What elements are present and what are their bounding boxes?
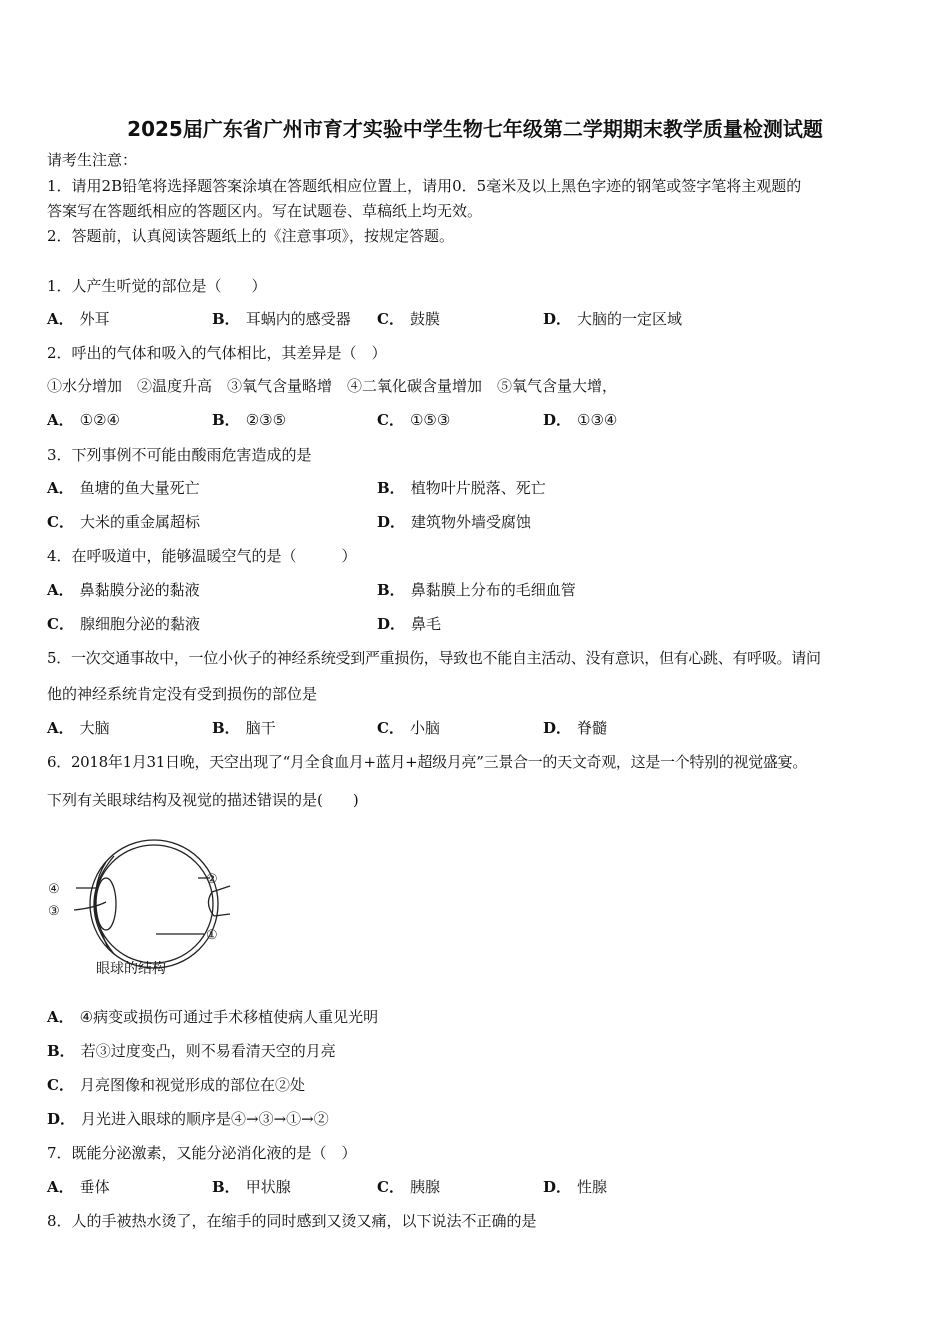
option-b: B． 甲状腺 — [212, 1178, 291, 1196]
option-d: D． 大脑的一定区域 — [543, 310, 683, 328]
option-c: C． 胰腺 — [377, 1178, 440, 1196]
notice-line: 1．请用2B铅笔将选择题答案涂填在答题纸相应位置上，请用0．5毫米及以上黑色字迹的钢笔或签字笔将主观题的 — [47, 177, 802, 195]
option-b: B． 若③过度变凸，则不易看清天空的月亮 — [47, 1042, 336, 1060]
option-c: C． 小脑 — [377, 719, 440, 737]
option-a: A． 外耳 — [47, 310, 110, 328]
label-3: ③ — [48, 904, 60, 919]
option-a: A． 垂体 — [47, 1178, 110, 1196]
option-d: D． ①③④ — [543, 411, 618, 429]
question-stem: 3．下列事例不可能由酸雨危害造成的是 — [47, 446, 312, 464]
option-a: A． ④病变或损伤可通过手术移植使病人重见光明 — [47, 1008, 379, 1026]
option-b: B． ②③⑤ — [212, 411, 287, 429]
option-d: D． 建筑物外墙受腐蚀 — [377, 513, 532, 531]
question-stem-cont: 他的神经系统肯定没有受到损伤的部位是 — [47, 685, 318, 703]
option-d: D． 鼻毛 — [377, 615, 442, 633]
option-b: B． 脑干 — [212, 719, 276, 737]
option-d: D． 性腺 — [543, 1178, 608, 1196]
option-d: D． 月光进入眼球的顺序是④→③→①→② — [47, 1110, 329, 1128]
option-a: A． 鼻黏膜分泌的黏液 — [47, 581, 200, 599]
eyeball-diagram — [44, 826, 234, 978]
label-4: ④ — [48, 882, 60, 897]
question-items: ①水分增加 ②温度升高 ③氧气含量略增 ④二氧化碳含量增加 ⑤氧气含量大增， — [47, 377, 618, 395]
question-stem: 2．呼出的气体和吸入的气体相比，其差异是（ ） — [47, 344, 387, 362]
figure-caption: 眼球的结构 — [96, 961, 166, 977]
notice-line: 2．答题前，认真阅读答题纸上的《注意事项》，按规定答题。 — [47, 227, 455, 245]
option-b: B． 鼻黏膜上分布的毛细血管 — [377, 581, 576, 599]
option-b: B． 耳蜗内的感受器 — [212, 310, 351, 328]
question-stem: 4．在呼吸道中，能够温暖空气的是（ ） — [47, 547, 357, 565]
notice-line: 答案写在答题纸相应的答题区内。写在试题卷、草稿纸上均无效。 — [47, 202, 483, 220]
label-1: ① — [206, 928, 218, 943]
question-stem-cont: 下列有关眼球结构及视觉的描述错误的是( ) — [47, 791, 359, 809]
option-a: A． 大脑 — [47, 719, 110, 737]
notice-heading: 请考生注意： — [47, 151, 138, 169]
option-c: C． 鼓膜 — [377, 310, 440, 328]
question-stem: 8．人的手被热水烫了，在缩手的同时感到又烫又痛，以下说法不正确的是 — [47, 1212, 537, 1230]
question-stem: 7．既能分泌激素，又能分泌消化液的是（ ） — [47, 1144, 357, 1162]
question-stem: 6．2018年1月31日晚，天空出现了“月全食血月+蓝月+超级月亮”三景合一的天文奇观，这是一个特别的视觉盛宴。 — [47, 753, 808, 771]
question-stem: 5．一次交通事故中，一位小伙子的神经系统受到严重损伤，导致也不能自主活动、没有意识，但有心跳、有呼吸。请问 — [47, 649, 821, 667]
option-c: C． 大米的重金属超标 — [47, 513, 200, 531]
option-a: A． ①②④ — [47, 411, 120, 429]
option-b: B． 植物叶片脱落、死亡 — [377, 479, 546, 497]
page-title: 2025届广东省广州市育才实验中学生物七年级第二学期期末教学质量检测试题 — [127, 117, 823, 141]
option-a: A． 鱼塘的鱼大量死亡 — [47, 479, 200, 497]
option-c: C． ①⑤③ — [377, 411, 451, 429]
label-2: ② — [206, 872, 218, 887]
option-c: C． 月亮图像和视觉形成的部位在②处 — [47, 1076, 305, 1094]
option-c: C． 腺细胞分泌的黏液 — [47, 615, 200, 633]
option-d: D． 脊髓 — [543, 719, 608, 737]
question-stem: 1．人产生听觉的部位是（ ） — [47, 277, 267, 295]
